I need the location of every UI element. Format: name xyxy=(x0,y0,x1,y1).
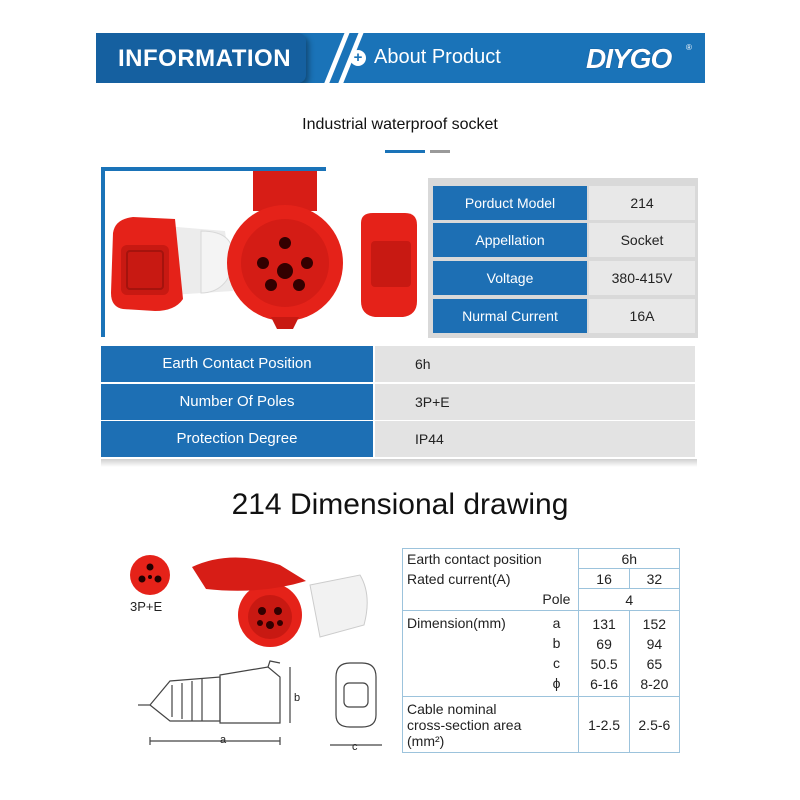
dimension-table xyxy=(402,548,680,753)
dim-value: 65 xyxy=(646,655,663,672)
socket-3d-view xyxy=(192,557,367,647)
dimensional-drawing-title: 214 Dimensional drawing xyxy=(231,488,569,521)
cable-value-16: 1-2.5 xyxy=(579,697,629,753)
pin-layout-diagram xyxy=(130,555,170,595)
info-header xyxy=(96,33,705,83)
front-outline-drawing xyxy=(330,663,382,745)
cable-label-line: (mm²) xyxy=(407,732,445,749)
spec-value: IP44 xyxy=(375,421,695,457)
information-tab xyxy=(96,33,306,83)
subtitle-accent-grey xyxy=(430,150,450,153)
spec-key: Appellation xyxy=(433,223,587,257)
dimensional-drawing xyxy=(110,545,390,765)
pole-value: 4 xyxy=(579,589,680,611)
spec-key: Number Of Poles xyxy=(101,384,373,420)
rated-current-label: Rated current(A) xyxy=(403,569,579,589)
socket-front-view xyxy=(227,171,343,329)
socket-side-view xyxy=(111,217,233,311)
dimension-cell xyxy=(403,611,579,697)
dim-values-32 xyxy=(629,611,679,697)
spec-value: 380-415V xyxy=(589,261,695,295)
divider-slash xyxy=(322,33,351,83)
registered-mark: ® xyxy=(686,43,692,52)
spec-key: Porduct Model xyxy=(433,186,587,220)
table-bottom-shadow xyxy=(101,459,697,467)
dimension-label-b: b xyxy=(294,692,301,704)
about-product-label: About Product xyxy=(374,46,501,68)
dimension-label: Dimension(mm) xyxy=(407,615,506,631)
side-outline-drawing xyxy=(138,661,290,745)
brand-logo: DIYGO xyxy=(586,43,672,74)
socket-back-view xyxy=(361,213,417,317)
information-label: INFORMATION xyxy=(118,45,292,72)
earth-contact-value: 6h xyxy=(579,549,680,569)
spec-row xyxy=(433,186,695,220)
dimension-label-c: c xyxy=(352,741,358,753)
dim-key: c xyxy=(553,655,561,671)
spec-key: Voltage xyxy=(433,261,587,295)
dim-value: 69 xyxy=(596,635,612,652)
product-subtitle: Industrial waterproof socket xyxy=(302,116,498,133)
dim-values-16 xyxy=(579,611,629,697)
dim-value: 8-20 xyxy=(640,675,669,692)
spec-value: 3P+E xyxy=(375,384,695,420)
socket-product-photo xyxy=(105,171,425,341)
cable-cross-section-label xyxy=(403,697,579,753)
spec-value: 16A xyxy=(589,299,695,333)
dim-value: 131 xyxy=(592,615,616,632)
spec-wide-row xyxy=(101,384,695,420)
spec-key: Nurmal Current xyxy=(433,299,587,333)
rated-current-32: 32 xyxy=(629,569,679,589)
cable-label-line: cross-section area xyxy=(407,716,522,733)
dim-value: 50.5 xyxy=(590,655,618,672)
dim-value: 6-16 xyxy=(590,675,619,692)
dim-value: 94 xyxy=(646,635,663,652)
dimension-label-a: a xyxy=(220,734,227,746)
earth-contact-label: Earth contact position xyxy=(403,549,579,569)
dim-value: 152 xyxy=(642,615,667,632)
dim-key: b xyxy=(552,635,561,651)
spec-value: 6h xyxy=(375,346,695,382)
dim-key: a xyxy=(552,615,561,631)
spec-wide-row xyxy=(101,421,695,457)
spec-key: Protection Degree xyxy=(101,421,373,457)
pin-configuration-label: 3P+E xyxy=(130,599,163,614)
spec-row xyxy=(433,299,695,333)
spec-value: Socket xyxy=(589,223,695,257)
spec-row xyxy=(433,223,695,257)
spec-row xyxy=(433,261,695,295)
dim-key: ϕ xyxy=(552,675,561,691)
pole-label: Pole xyxy=(403,589,579,611)
plus-circle-icon: + xyxy=(350,50,366,66)
subtitle-accent-blue xyxy=(385,150,425,153)
rated-current-16: 16 xyxy=(579,569,629,589)
cable-label-line: Cable nominal xyxy=(407,700,497,717)
cable-value-32: 2.5-6 xyxy=(629,697,679,753)
spec-key: Earth Contact Position xyxy=(101,346,373,382)
spec-value: 214 xyxy=(589,186,695,220)
spec-wide-row xyxy=(101,346,695,382)
